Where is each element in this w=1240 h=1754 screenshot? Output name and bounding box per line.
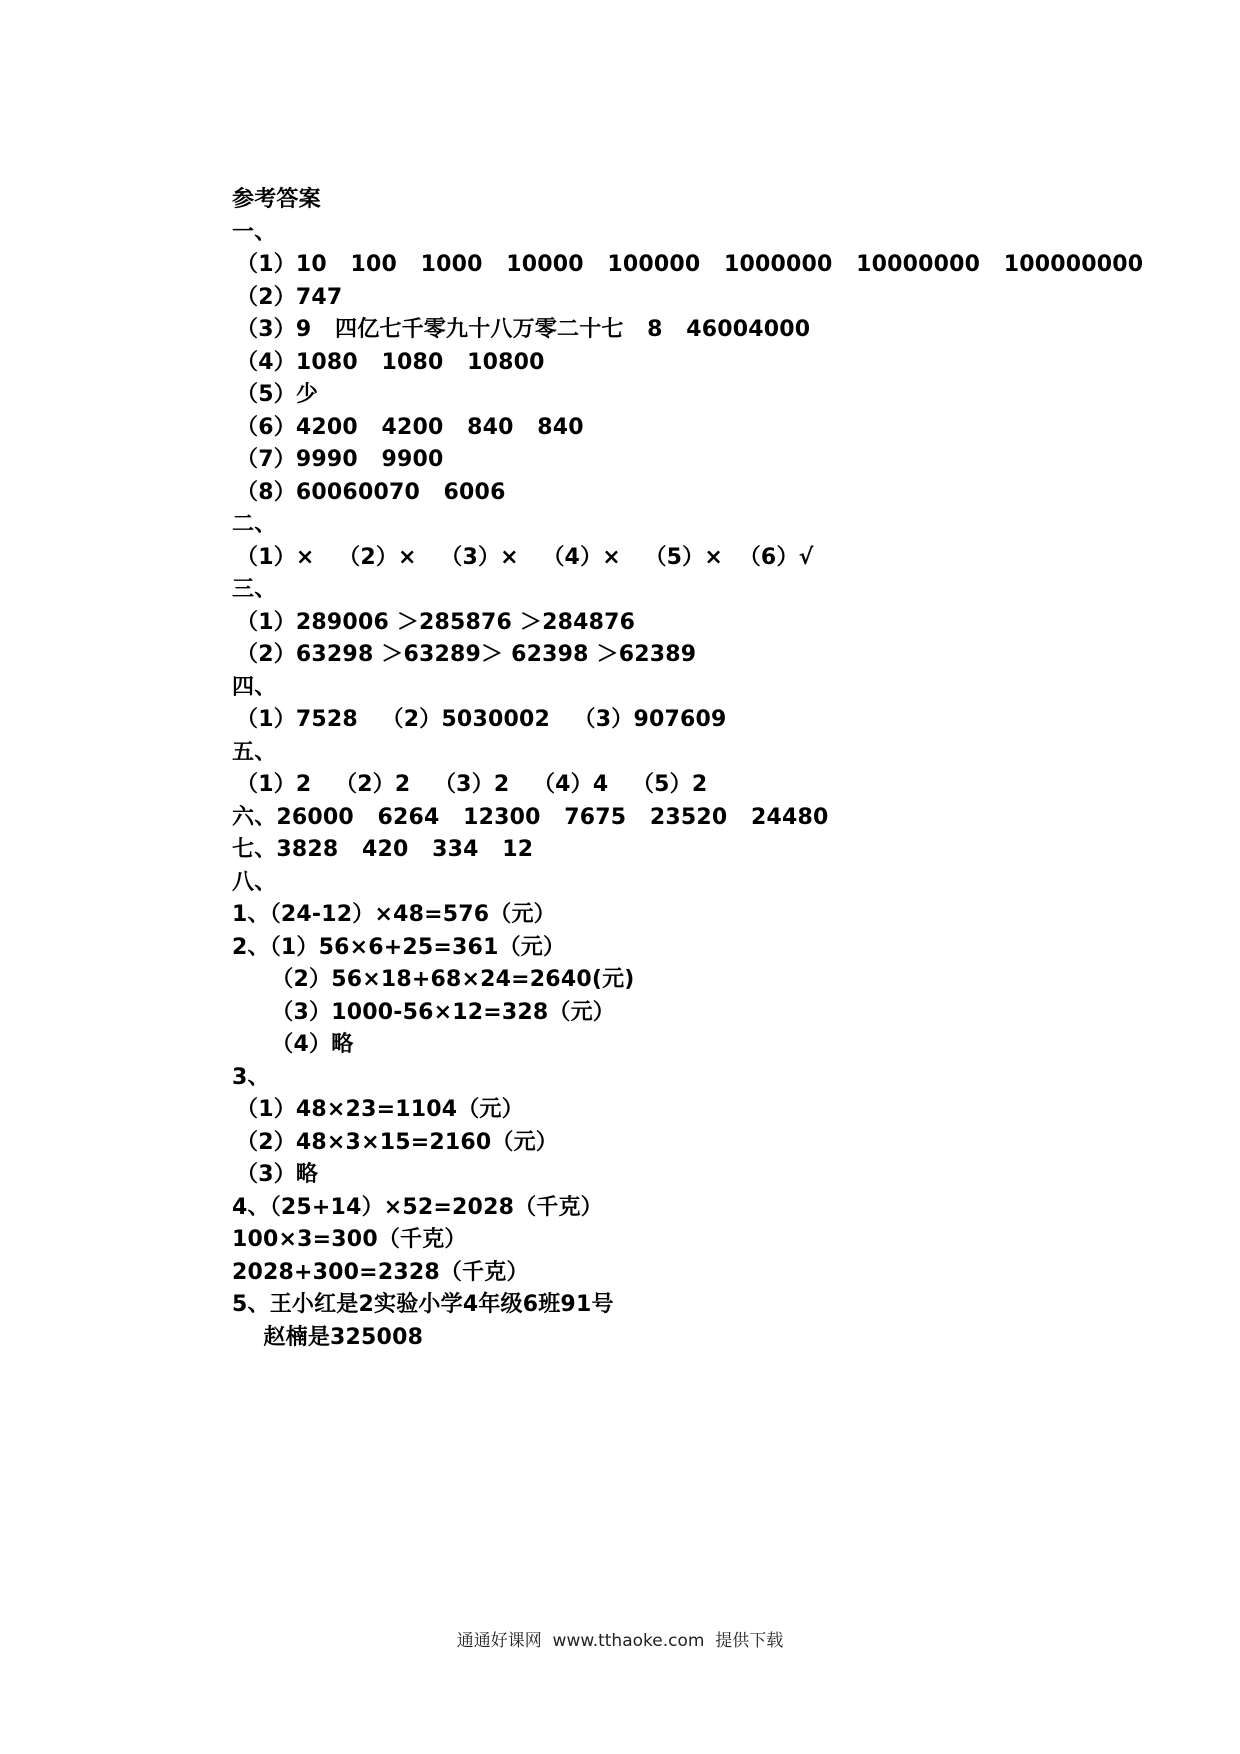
- answer-line: （1）2 （2）2 （3）2 （4）4 （5）2: [236, 772, 708, 797]
- section-heading-1: 一、: [232, 220, 277, 245]
- answer-line: （1）289006 ＞285876 ＞284876: [236, 610, 636, 635]
- section-heading-3: 三、: [232, 577, 277, 602]
- answer-line: 4、（25+14）×52=2028（千克）: [232, 1195, 603, 1220]
- answer-line: 赵楠是325008: [232, 1325, 424, 1350]
- answer-line: 七、3828 420 334 12: [232, 837, 534, 862]
- answer-line: 100×3=300（千克）: [232, 1227, 467, 1252]
- answer-title: 参考答案: [232, 187, 321, 212]
- page-footer: 通通好课网 www.tthaoke.com 提供下载: [456, 1631, 784, 1651]
- answer-line: （8）60060070 6006: [236, 480, 506, 505]
- section-heading-4: 四、: [232, 675, 277, 700]
- answer-line: （5）少: [236, 382, 319, 407]
- section-heading-2: 二、: [232, 512, 277, 537]
- answer-line: （3）略: [236, 1162, 319, 1187]
- answer-line: （3）9 四亿七千零九十八万零二十七 8 46004000: [236, 317, 811, 342]
- answer-line: （4）略: [232, 1032, 354, 1057]
- answer-line: （2）48×3×15=2160（元）: [236, 1130, 558, 1155]
- answer-line: （2）63298 ＞63289＞ 62398 ＞62389: [236, 642, 697, 667]
- answer-line: （1）× （2）× （3）× （4）× （5）× （6）√: [236, 545, 814, 570]
- answer-line: （2）747: [236, 285, 343, 310]
- answer-line: 2028+300=2328（千克）: [232, 1260, 529, 1285]
- answer-line: 5、王小红是2实验小学4年级6班91号: [232, 1292, 614, 1317]
- answer-line: （1）10 100 1000 10000 100000 1000000 10000000 100000000: [236, 252, 1144, 277]
- section-heading-8: 八、: [232, 870, 277, 895]
- answer-line: 3、: [232, 1065, 270, 1090]
- section-heading-5: 五、: [232, 740, 277, 765]
- answer-line: 1、（24-12）×48=576（元）: [232, 902, 556, 927]
- answer-line: （4）1080 1080 10800: [236, 350, 545, 375]
- answer-line: （6）4200 4200 840 840: [236, 415, 584, 440]
- answer-line: （1）48×23=1104（元）: [236, 1097, 524, 1122]
- answer-line: 2、（1）56×6+25=361（元）: [232, 935, 566, 960]
- answer-line: （1）7528 （2）5030002 （3）907609: [236, 707, 727, 732]
- answer-line: （2）56×18+68×24=2640(元): [232, 967, 635, 992]
- answer-line: 六、26000 6264 12300 7675 23520 24480: [232, 805, 829, 830]
- answer-line: （3）1000-56×12=328（元）: [232, 1000, 615, 1025]
- answer-line: （7）9990 9900: [236, 447, 444, 472]
